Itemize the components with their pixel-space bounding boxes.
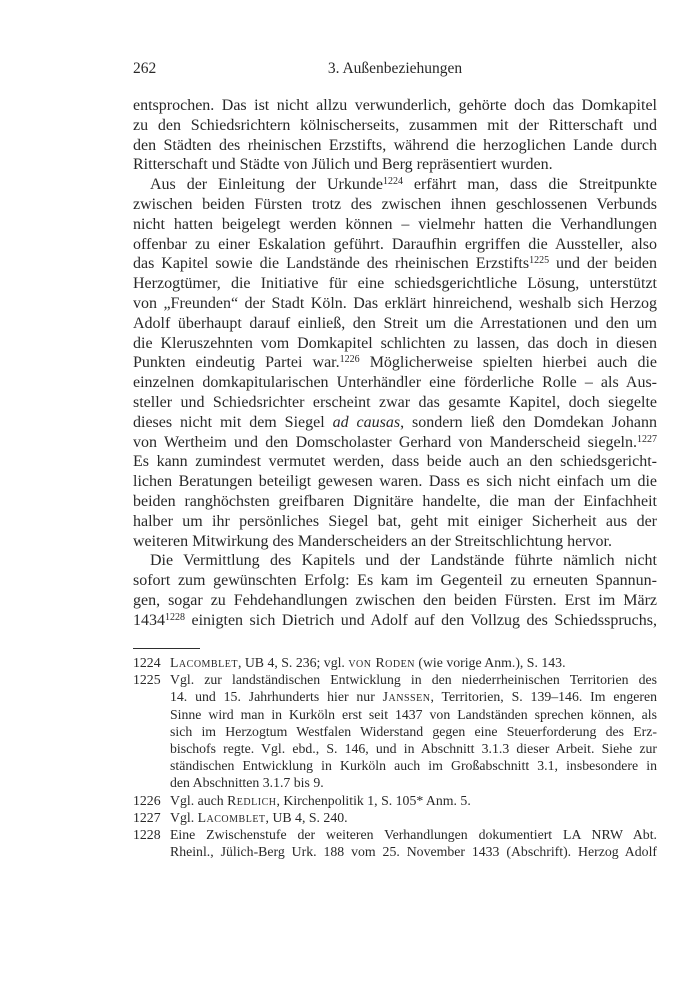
footnote-text-line: [170, 792, 657, 809]
footnote-reference: 1226: [339, 354, 360, 366]
text-run: zu den Schiedsrichtern kölnischerseits, zusammen mit der Ritterschaft und: [133, 116, 657, 134]
text-run: Es kann zumindest vermutet werden, dass beide auch an den schiedsgericht-: [133, 453, 657, 471]
footnote-item: [133, 826, 657, 860]
body-text-line: [133, 195, 657, 215]
smallcaps-author-name: Redlich: [227, 792, 277, 808]
text-run: von „Freunden“ der Stadt Köln. Das erklärt hinreichend, weshalb sich Herzog: [133, 294, 657, 312]
footnote-text: [170, 809, 657, 826]
body-text-line: [133, 472, 657, 492]
footnote-text-line: [170, 826, 657, 843]
footnote-text: [170, 792, 657, 809]
footnote-number: 1227: [133, 809, 161, 825]
body-text-line: [133, 353, 657, 373]
text-run: Punkten eindeutig Partei war.: [133, 354, 340, 372]
footnote-text-line: [170, 706, 657, 723]
footnote-item: [133, 671, 657, 791]
text-run: erfährt man, dass die Streitpunkte: [402, 176, 657, 194]
footnote-text-line: [170, 774, 657, 791]
smallcaps-author-name: von Roden: [348, 655, 415, 670]
text-run: einzelnen domkapitularischen Unterhändler eine förderliche Rolle – als Aus-: [133, 374, 657, 392]
text-run: Vgl. zur landständischen Entwicklung in den niederrheinischen Territorien des: [170, 672, 657, 688]
text-run: nicht hatten beigelegt werden können – vielmehr hatten die Verhandlungen: [133, 215, 657, 233]
text-run: 14. und 15. Jahrhunderts hier nur: [170, 689, 383, 705]
body-text-line: [133, 433, 657, 453]
footnote-text-line: [170, 671, 657, 688]
body-text-line: [133, 492, 657, 512]
text-run: ständischen Entwicklung in Kurköln auch im Großabschnitt 3.1, insbesondere in: [170, 758, 657, 774]
body-text-line: [133, 175, 657, 195]
text-run: , sondern ließ den Domdekan Johann: [400, 413, 657, 431]
footnote-separator-rule: [133, 648, 200, 649]
body-text-line: [133, 452, 657, 472]
text-run: dieses nicht mit dem Siegel: [133, 413, 333, 431]
body-text-line: [133, 413, 657, 433]
text-run: sofort zum gewünschten Erfolg: Es kam im Gegenteil zu erneuten Spannun-: [133, 572, 657, 590]
body-text-line: [133, 591, 657, 611]
body-text-line: [133, 215, 657, 235]
text-run: beiden ranghöchsten greifbaren Dignitäre handelte, die man der Einfachheit: [133, 492, 657, 510]
body-text-line: [133, 235, 657, 255]
footnote-reference: 1225: [529, 255, 550, 267]
body-text-line: [133, 611, 657, 631]
footnote-text-line: [170, 740, 657, 757]
page-header: [133, 60, 657, 78]
footnote-text: [170, 654, 657, 671]
text-run: offenbar zu einer Eskalation geführt. Daraufhin ergriffen die Aussteller, also: [133, 235, 657, 253]
text-run: zwischen beiden Fürsten trotz des zwischen ihnen geschlossenen Verbunds: [133, 195, 657, 213]
text-run: Adolf überhaupt darauf einließ, den Streit um die Arrestationen und den um: [133, 314, 657, 332]
text-run: steller und Schiedsrichter erscheint zwar das gesamte Kapitel, doch siegelte: [133, 393, 657, 411]
text-run: Vgl.: [170, 809, 198, 825]
text-run: Eine Zwischenstufe der weiteren Verhandlungen dokumentiert LA NRW Abt.: [170, 826, 657, 842]
body-text-line: [133, 254, 657, 274]
footnote-number: 1226: [133, 792, 161, 808]
body-text-line: [133, 294, 657, 314]
body-text: [133, 96, 657, 631]
footnote-text-line: [170, 809, 657, 826]
body-text-line: [133, 155, 657, 175]
footnote-item: [133, 792, 657, 809]
footnote-text-line: [170, 843, 657, 860]
footnote-text-line: [170, 757, 657, 774]
footnote-text-line: [170, 688, 657, 705]
footnote-number: 1228: [133, 826, 161, 842]
body-text-line: [133, 334, 657, 354]
body-text-line: [133, 274, 657, 294]
footnote-text: [170, 826, 657, 860]
body-text-line: [133, 512, 657, 532]
text-run: Ritterschaft und Städte von Jülich und Berg repräsentiert wurden.: [133, 156, 553, 174]
footnote-text-line: [170, 654, 657, 671]
text-run: gen, sogar zu Fehdehandlungen zwischen den beiden Fürsten. Erst im März: [133, 591, 657, 609]
text-run: Herzogtümer, die Initiative für eine schiedsgerichtliche Lösung, unterstützt: [133, 275, 657, 293]
body-text-line: [133, 314, 657, 334]
text-run: , Kirchenpolitik 1, S. 105* Anm. 5.: [276, 792, 471, 808]
running-header: 3. Außenbeziehungen: [327, 60, 463, 77]
text-run: (wie vorige Anm.), S. 143.: [414, 655, 566, 670]
text-run: sich im Herzogtum Westfalen Widerstand gegen eine Steuerforderung des Erz-: [170, 723, 657, 739]
footnote-text: [170, 671, 657, 791]
text-run: das Kapitel sowie die Landstände des rheinischen Erzstifts: [133, 255, 530, 273]
text-run: halber um ihr persönliches Siegel bat, geht mit einiger Sicherheit aus der: [133, 512, 657, 530]
text-run: weiteren Mitwirkung des Manderscheiders an der Streitschlichtung hervor.: [133, 532, 612, 550]
text-run: und der beiden: [549, 255, 657, 273]
body-text-line: [133, 571, 657, 591]
text-run: , UB 4, S. 236; vgl.: [237, 655, 349, 670]
text-run: bischofs regte. Vgl. ebd., S. 146, und in Abschnitt 3.1.3 dieser Arbeit. Siehe zur: [170, 740, 657, 756]
body-text-line: [133, 136, 657, 156]
text-run: die Kleruszehnten vom Domkapitel schlichten zu lassen, das doch in diesen: [133, 334, 657, 352]
footnote-number: 1224: [133, 655, 161, 670]
text-run: Aus der Einleitung der Urkunde: [150, 176, 383, 194]
smallcaps-author-name: Lacomblet: [197, 809, 266, 825]
text-run: den Städten des rheinischen Erzstifts, während die herzoglichen Lande durch: [133, 136, 657, 154]
text-run: , Territorien, S. 139–146. Im engeren: [430, 689, 657, 705]
footnote-number: 1225: [133, 672, 161, 688]
body-text-line: [133, 551, 657, 571]
text-run: einigten sich Dietrich und Adolf auf den Vollzug des Schiedsspruchs,: [185, 611, 657, 629]
body-text-line: [133, 532, 657, 552]
text-run: Sinne wird man in Kurköln erst seit 1437 von Landständen sprechen können, als: [170, 706, 657, 722]
text-run: Möglicherweise spielten hierbei auch die: [359, 354, 657, 372]
body-text-line: [133, 116, 657, 136]
text-run: lichen Beratungen beteiligt gewesen waren. Dass es sich nicht einfach um die: [133, 473, 657, 491]
footnote-reference: 1227: [637, 433, 657, 445]
footnote-reference: 1228: [165, 611, 185, 623]
text-run: Die Vermittlung des Kapitels und der Landstände führte nämlich nicht: [150, 552, 657, 570]
text-run: 1434: [133, 611, 165, 629]
body-text-line: [133, 373, 657, 393]
footnote-text-line: [170, 723, 657, 740]
smallcaps-author-name: Lacomblet: [170, 655, 238, 670]
body-text-line: [133, 96, 657, 116]
text-run: Rheinl., Jülich-Berg Urk. 188 vom 25. November 1433 (Abschrift). Herzog Adolf: [170, 844, 657, 860]
text-run: , UB 4, S. 240.: [265, 809, 348, 825]
footnotes-section: [133, 654, 657, 860]
footnote-reference: 1224: [382, 176, 403, 188]
body-text-line: [133, 393, 657, 413]
text-run: den Abschnitten 3.1.7 bis 9.: [170, 775, 324, 791]
italic-text: ad causas: [332, 413, 401, 431]
page-number: 262: [133, 60, 157, 77]
footnote-item: [133, 654, 657, 671]
footnote-item: [133, 809, 657, 826]
smallcaps-author-name: Janssen: [382, 689, 431, 705]
text-run: entsprochen. Das ist nicht allzu verwunderlich, gehörte doch das Domkapitel: [133, 97, 657, 114]
text-run: Vgl. auch: [170, 792, 228, 808]
text-run: von Wertheim und den Domscholaster Gerhard von Manderscheid siegeln.: [133, 433, 637, 451]
